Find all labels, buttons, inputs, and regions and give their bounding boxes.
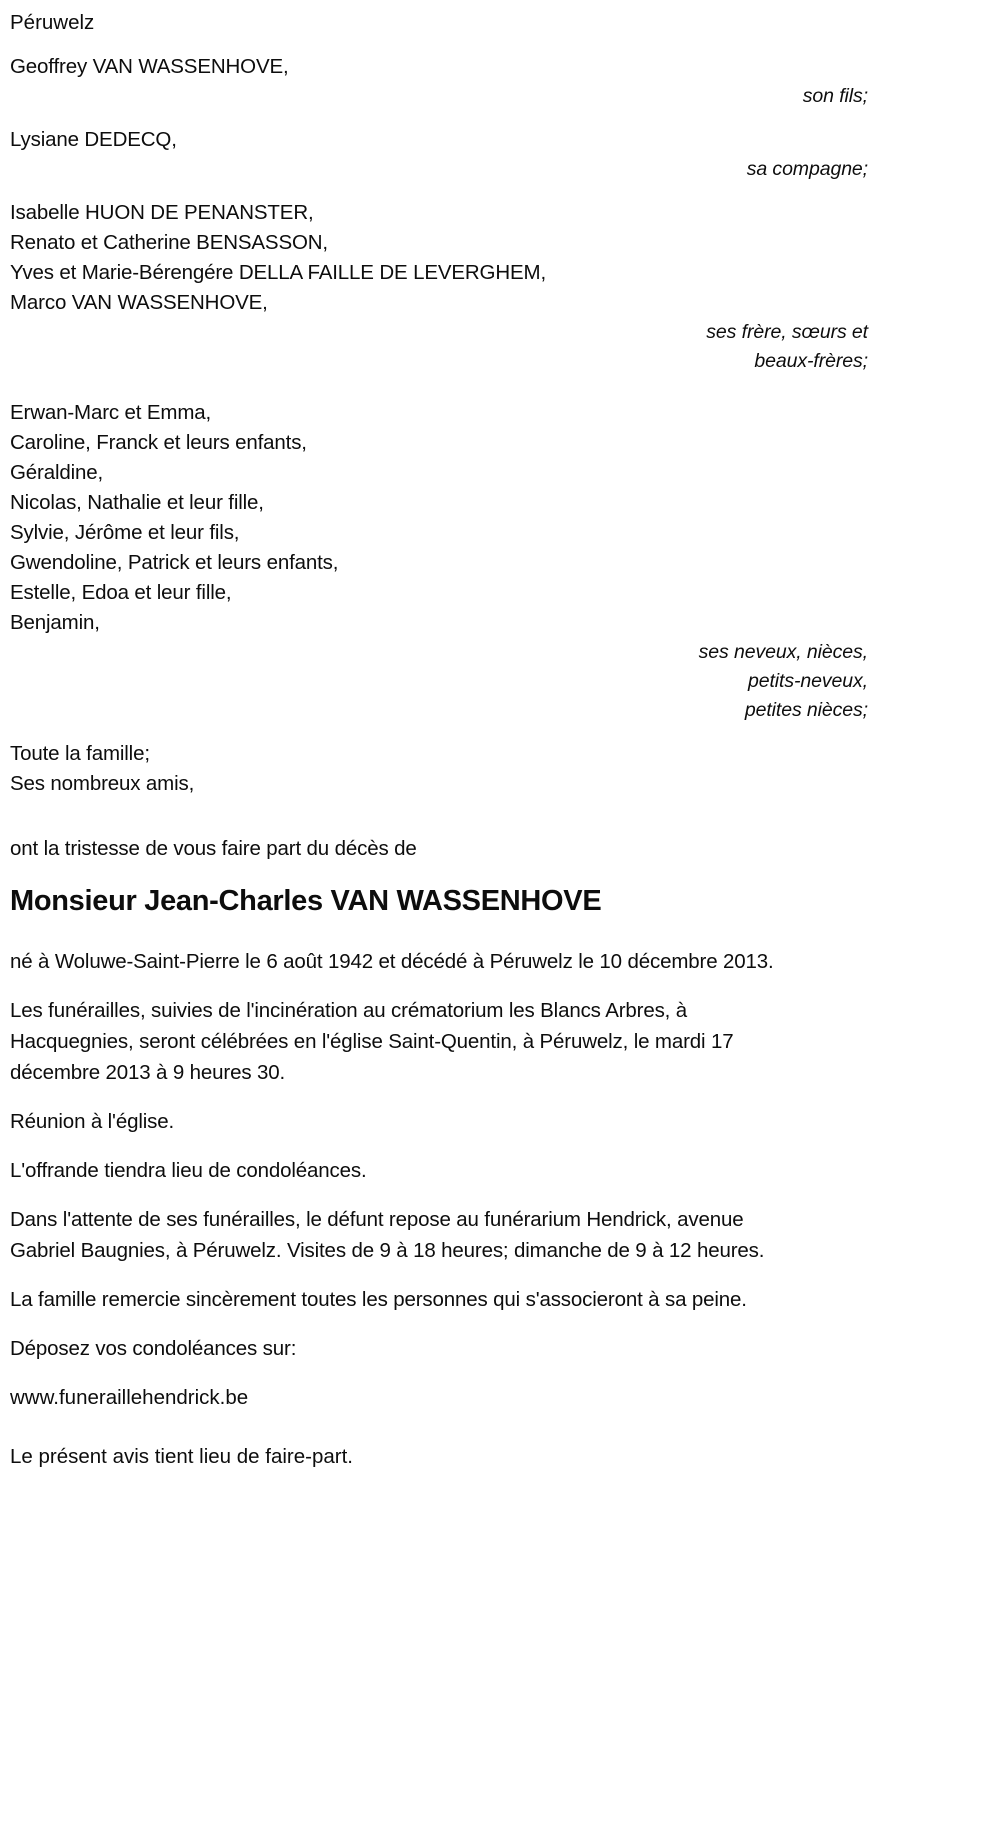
deceased-name-heading: Monsieur Jean-Charles VAN WASSENHOVE xyxy=(10,885,602,917)
condolences-prompt: Déposez vos condoléances sur: xyxy=(10,1337,297,1360)
name-list xyxy=(10,125,870,155)
list-item: Benjamin, xyxy=(10,611,100,634)
reunion-paragraph: Réunion à l'église. xyxy=(10,1110,175,1133)
relation-group-partner xyxy=(10,125,870,184)
relation-group-siblings xyxy=(10,198,870,376)
city-label: Péruwelz xyxy=(10,11,95,34)
list-item: Isabelle HUON DE PENANSTER, xyxy=(10,201,314,224)
name-list xyxy=(10,398,870,638)
spacer xyxy=(10,184,870,198)
list-item: Gwendoline, Patrick et leurs enfants, xyxy=(10,551,339,574)
visitation-paragraph: Dans l'attente de ses funérailles, le défunt repose au funérarium Hendrick, avenue Gabriel Baugnies, à Péruwelz. Visites de 9 à 18 heures; dimanche de 9 à 12 heures. xyxy=(10,1208,765,1262)
spacer xyxy=(10,799,870,833)
relation-line: petites nièces; xyxy=(744,699,868,721)
list-item: Sylvie, Jérôme et leur fils, xyxy=(10,521,240,544)
spacer xyxy=(10,725,870,739)
list-item: Lysiane DEDECQ, xyxy=(10,128,177,151)
name-list xyxy=(10,739,870,799)
relation-line: sa compagne; xyxy=(746,158,868,180)
closing-line: Le présent avis tient lieu de faire-part. xyxy=(10,1445,353,1468)
list-item: Toute la famille; xyxy=(10,742,150,765)
list-item: Estelle, Edoa et leur fille, xyxy=(10,581,232,604)
relation-line: beaux-frères; xyxy=(754,350,868,372)
offering-paragraph: L'offrande tiendra lieu de condoléances. xyxy=(10,1159,367,1182)
list-item: Renato et Catherine BENSASSON, xyxy=(10,231,328,254)
relation-label xyxy=(10,638,870,725)
relation-label xyxy=(10,155,870,184)
relation-line: ses neveux, nièces, xyxy=(698,641,868,663)
funeral-paragraph: Les funérailles, suivies de l'incinération au crématorium les Blancs Arbres, à Hacquegnies, seront célébrées en l'église Saint-Quentin, à Péruwelz, le mardi 17 décembre 2013 à 9 heures 30. xyxy=(10,999,734,1084)
relation-line: petits-neveux, xyxy=(748,670,868,692)
condolences-website-link[interactable]: www.funeraillehendrick.be xyxy=(10,1386,249,1409)
relation-group-nephews-nieces xyxy=(10,398,870,725)
relation-label xyxy=(10,82,870,111)
list-item: Géraldine, xyxy=(10,461,104,484)
list-item: Erwan-Marc et Emma, xyxy=(10,401,212,424)
list-item: Yves et Marie-Bérengére DELLA FAILLE DE LEVERGHEM, xyxy=(10,261,546,284)
list-item: Ses nombreux amis, xyxy=(10,772,195,795)
relation-line: ses frère, sœurs et xyxy=(706,321,868,343)
name-list xyxy=(10,198,870,318)
list-item: Caroline, Franck et leurs enfants, xyxy=(10,431,307,454)
spacer xyxy=(10,111,870,125)
relation-label xyxy=(10,318,870,376)
announcement-line: ont la tristesse de vous faire part du décès de xyxy=(10,837,417,860)
thanks-paragraph: La famille remercie sincèrement toutes les personnes qui s'associeront à sa peine. xyxy=(10,1288,747,1311)
list-item: Marco VAN WASSENHOVE, xyxy=(10,291,268,314)
list-item: Nicolas, Nathalie et leur fille, xyxy=(10,491,264,514)
name-list xyxy=(10,52,870,82)
birth-death-paragraph: né à Woluwe-Saint-Pierre le 6 août 1942 et décédé à Péruwelz le 10 décembre 2013. xyxy=(10,950,774,973)
spacer xyxy=(10,376,870,398)
relation-line: son fils; xyxy=(802,85,868,107)
list-item: Geoffrey VAN WASSENHOVE, xyxy=(10,55,289,78)
relation-group-son xyxy=(10,52,870,111)
relation-group-family-friends xyxy=(10,739,870,799)
